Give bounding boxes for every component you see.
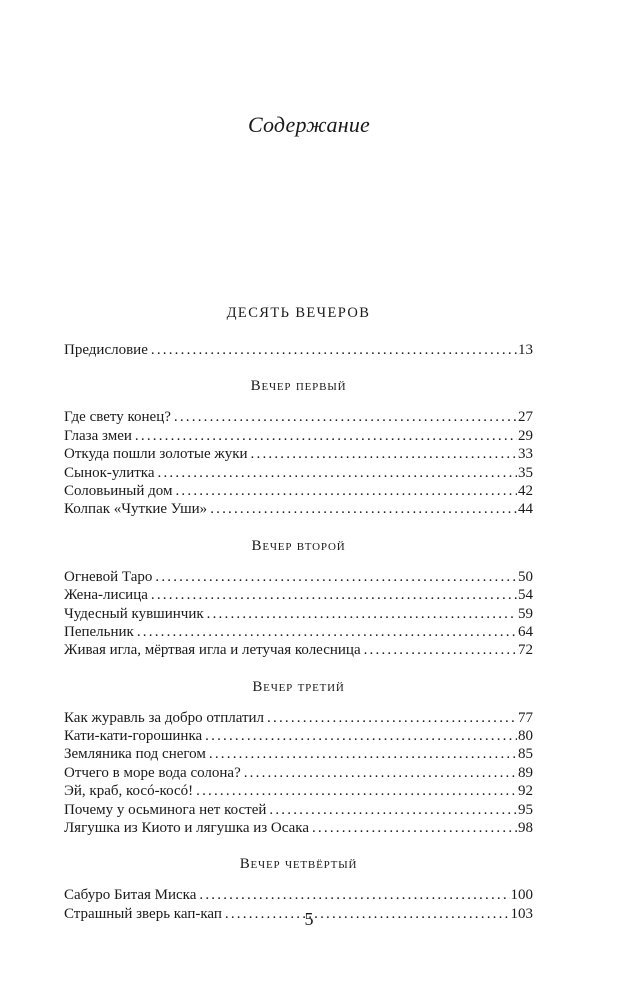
toc-entry-page: 103	[510, 905, 533, 922]
toc-entry-page: 33	[518, 446, 533, 463]
toc-entry-title: Кати-кати-горошинка	[64, 728, 203, 745]
leader-dots	[251, 445, 517, 463]
toc-entry	[64, 886, 533, 904]
leader-dots	[137, 623, 517, 641]
toc-entry	[64, 500, 533, 518]
leader-dots	[151, 341, 517, 359]
toc-entry-page: 27	[518, 409, 533, 426]
toc-entry	[64, 482, 533, 500]
leader-dots	[175, 482, 517, 500]
toc-entry-title: Отчего в море вода солона?	[64, 764, 241, 781]
toc-entry-title: Откуда пошли золотые жуки	[64, 446, 248, 463]
table-of-contents	[64, 303, 533, 923]
page-title: Содержание	[247, 112, 370, 137]
section-title-evening-1: Вечер первый	[250, 378, 347, 395]
leader-dots	[267, 709, 517, 727]
leader-dots	[151, 586, 517, 604]
toc-entry-title: Предисловие	[64, 342, 148, 358]
toc-entry-page: 85	[518, 746, 533, 763]
toc-entry-page: 42	[518, 482, 533, 499]
toc-entry-page: 35	[518, 464, 533, 481]
toc-entry	[64, 641, 533, 659]
leader-dots	[155, 568, 517, 586]
toc-entry-page: 29	[518, 427, 533, 444]
toc-entry	[64, 819, 533, 837]
leader-dots	[207, 605, 517, 623]
toc-entry	[64, 586, 533, 604]
leader-dots	[269, 801, 517, 819]
toc-entry	[64, 801, 533, 819]
toc-entry-page: 100	[510, 887, 533, 904]
toc-entry	[64, 568, 533, 586]
toc-entry-page: 59	[518, 605, 533, 622]
toc-entry	[64, 745, 533, 763]
toc-entry-preface	[64, 341, 533, 359]
toc-entry-title: Страшный зверь кап-кап	[64, 905, 222, 922]
toc-entry-page: 13	[518, 342, 533, 358]
toc-entry-page: 44	[518, 501, 533, 518]
toc-entry-title: Земляника под снегом	[64, 746, 206, 763]
toc-entry-page: 50	[518, 568, 533, 585]
toc-entry	[64, 727, 533, 745]
toc-entry-page: 98	[518, 820, 533, 837]
section-title-evening-3: Вечер третий	[252, 678, 345, 695]
leader-dots	[364, 641, 517, 659]
leader-dots	[158, 464, 517, 482]
leader-dots	[135, 427, 517, 445]
toc-entry-page: 89	[518, 764, 533, 781]
toc-entry	[64, 464, 533, 482]
leader-dots	[199, 886, 509, 904]
toc-entry-page: 54	[518, 587, 533, 604]
toc-entry	[64, 445, 533, 463]
toc-entry-title: Глаза змеи	[64, 427, 132, 444]
toc-entry	[64, 764, 533, 782]
toc-entry-title: Огневой Таро	[64, 568, 153, 585]
toc-entry	[64, 623, 533, 641]
toc-entry-title: Чудесный кувшинчик	[64, 605, 204, 622]
toc-entry-title: Почему у осьминога нет костей	[64, 801, 267, 818]
toc-entry-title: Живая игла, мёртвая игла и летучая колесница	[64, 642, 361, 659]
leader-dots	[205, 727, 517, 745]
toc-entry-title: Соловьиный дом	[64, 482, 173, 499]
leader-dots	[210, 500, 517, 518]
part-title: ДЕСЯТЬ ВЕЧЕРОВ	[226, 305, 371, 321]
page-number: 5	[304, 909, 314, 929]
toc-entry-page: 95	[518, 801, 533, 818]
toc-entry	[64, 782, 533, 800]
toc-entry-page: 64	[518, 623, 533, 640]
section-title-evening-4: Вечер четвёртый	[239, 856, 358, 873]
toc-entry-title: Как журавль за добро отплатил	[64, 709, 265, 726]
toc-entry-page: 72	[518, 642, 533, 659]
toc-entry-title: Колпак «Чуткие Уши»	[64, 501, 208, 518]
section-title-evening-2: Вечер второй	[251, 537, 346, 554]
toc-entry-page: 92	[518, 783, 533, 800]
toc-entry-title: Жена-лисица	[64, 587, 148, 604]
toc-entry-title: Где свету конец?	[64, 409, 171, 426]
toc-entry-page: 77	[518, 709, 533, 726]
toc-entry-title: Сынок-улитка	[64, 464, 155, 481]
toc-entry-title: Лягушка из Киото и лягушка из Осака	[64, 820, 309, 837]
leader-dots	[244, 764, 517, 782]
toc-entry-title: Пепельник	[64, 623, 134, 640]
toc-entry-page: 80	[518, 728, 533, 745]
leader-dots	[312, 819, 517, 837]
toc-entry	[64, 709, 533, 727]
toc-entry	[64, 408, 533, 426]
leader-dots	[174, 408, 517, 426]
leader-dots	[196, 782, 517, 800]
toc-entry-title: Сабуро Битая Миска	[64, 887, 197, 904]
toc-entry	[64, 605, 533, 623]
toc-entry	[64, 427, 533, 445]
leader-dots	[209, 745, 517, 763]
toc-entry-title: Эй, краб, косó-косó!	[64, 783, 194, 800]
